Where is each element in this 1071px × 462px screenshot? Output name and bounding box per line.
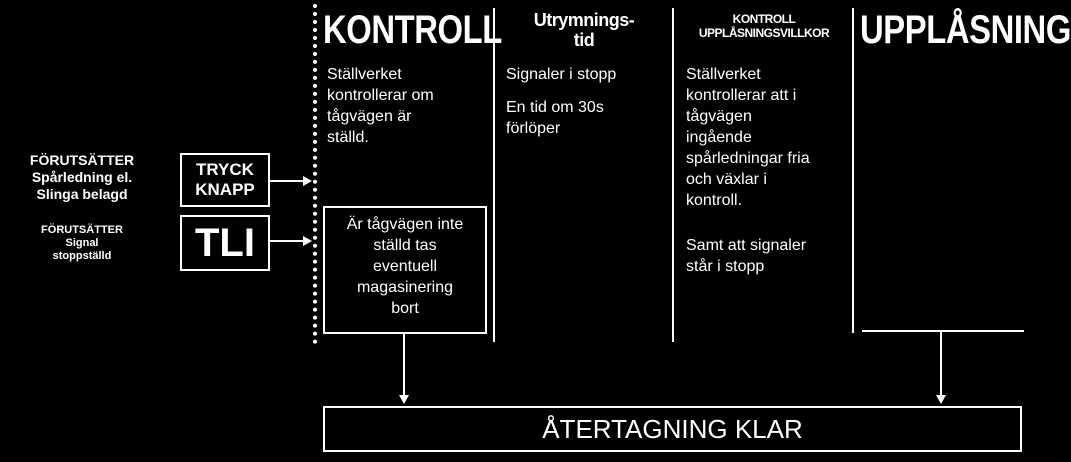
kontroll-villkor-signal-text <box>686 235 851 277</box>
precondition-line: stoppställd <box>52 250 112 262</box>
kontroll-description <box>327 64 487 148</box>
kontroll-villkor-header-line-1: KONTROLL <box>732 12 796 26</box>
precondition-line: Spårledning el. <box>31 169 133 185</box>
villkor-desc-line: spårledningar fria <box>686 150 810 167</box>
column-divider-1 <box>493 8 495 342</box>
arrow-magasinering-down-head <box>399 395 409 404</box>
tryck-knapp-line: KNAPP <box>195 180 255 199</box>
villkor-desc-line: ingående <box>686 129 752 146</box>
villkor-desc-line: kontroll. <box>686 192 743 209</box>
precondition-track-occupied <box>0 152 164 203</box>
column-divider-3 <box>852 8 854 333</box>
arrow-magasinering-down-shaft <box>403 333 405 395</box>
kontroll-desc-line: tågvägen är <box>327 108 412 125</box>
arrow-upplasning-down-shaft <box>940 332 942 395</box>
kontroll-villkor-description <box>686 64 851 211</box>
precondition-line: Slinga belagd <box>36 186 128 202</box>
arrow-tli-shaft <box>270 240 304 242</box>
utrymningstid-header-line-2: tid <box>573 30 595 50</box>
upplasning-bottom-line <box>862 330 1024 332</box>
tli-label: TLI <box>195 221 255 265</box>
kontroll-header: KONTROLL <box>323 8 502 52</box>
villkor-signal-line: Samt att signaler <box>686 237 807 254</box>
utrymningstid-signal-text: Signaler i stopp <box>506 66 617 83</box>
precondition-line: Signal <box>65 237 99 249</box>
magasinering-line: Är tågvägen inte <box>346 216 464 233</box>
kontroll-desc-line: ställd. <box>327 129 369 146</box>
precondition-line: FÖRUTSÄTTER <box>41 224 123 236</box>
kontroll-desc-line: kontrollerar om <box>327 87 434 104</box>
magasinering-text <box>325 214 485 319</box>
upplasning-header: UPPLÅSNING <box>860 8 1071 52</box>
kontroll-column-dotted-divider <box>313 4 317 344</box>
arrow-tli-head <box>303 236 312 246</box>
villkor-desc-line: kontrollerar att i <box>686 87 797 104</box>
tli-button[interactable] <box>180 215 270 271</box>
utrymningstid-header-line-1: Utrymnings- <box>533 10 635 30</box>
utrymningstid-time-text <box>506 97 671 139</box>
villkor-signal-line: står i stopp <box>686 258 765 275</box>
magasinering-line: bort <box>391 300 419 317</box>
precondition-signal-stop <box>0 224 164 263</box>
villkor-desc-line: Ställverket <box>686 66 761 83</box>
arrow-tryck-knapp-head <box>303 176 312 186</box>
arrow-upplasning-down-head <box>936 395 946 404</box>
magasinering-line: eventuell <box>372 258 438 275</box>
utrymningstid-time-line: förlöper <box>506 120 561 137</box>
result-box <box>323 406 1022 452</box>
result-label: ÅTERTAGNING KLAR <box>542 413 803 444</box>
villkor-desc-line: tågvägen <box>686 108 752 125</box>
tryck-knapp-button[interactable] <box>180 153 270 207</box>
magasinering-line: ställd tas <box>373 237 437 254</box>
kontroll-upplasningsvillkor-header <box>676 12 852 40</box>
villkor-desc-line: och växlar i <box>686 171 767 188</box>
magasinering-box <box>323 206 487 334</box>
magasinering-line: magasinering <box>356 279 454 296</box>
utrymningstid-time-line: En tid om 30s <box>506 99 604 116</box>
column-divider-2 <box>672 8 674 342</box>
tryck-knapp-line: TRYCK <box>196 160 254 179</box>
precondition-line: FÖRUTSÄTTER <box>29 152 135 168</box>
utrymningstid-header <box>500 10 668 50</box>
kontroll-desc-line: Ställverket <box>327 66 402 83</box>
kontroll-villkor-header-line-2: UPPLÅSNINGSVILLKOR <box>698 26 830 40</box>
arrow-tryck-knapp-shaft <box>270 180 304 182</box>
